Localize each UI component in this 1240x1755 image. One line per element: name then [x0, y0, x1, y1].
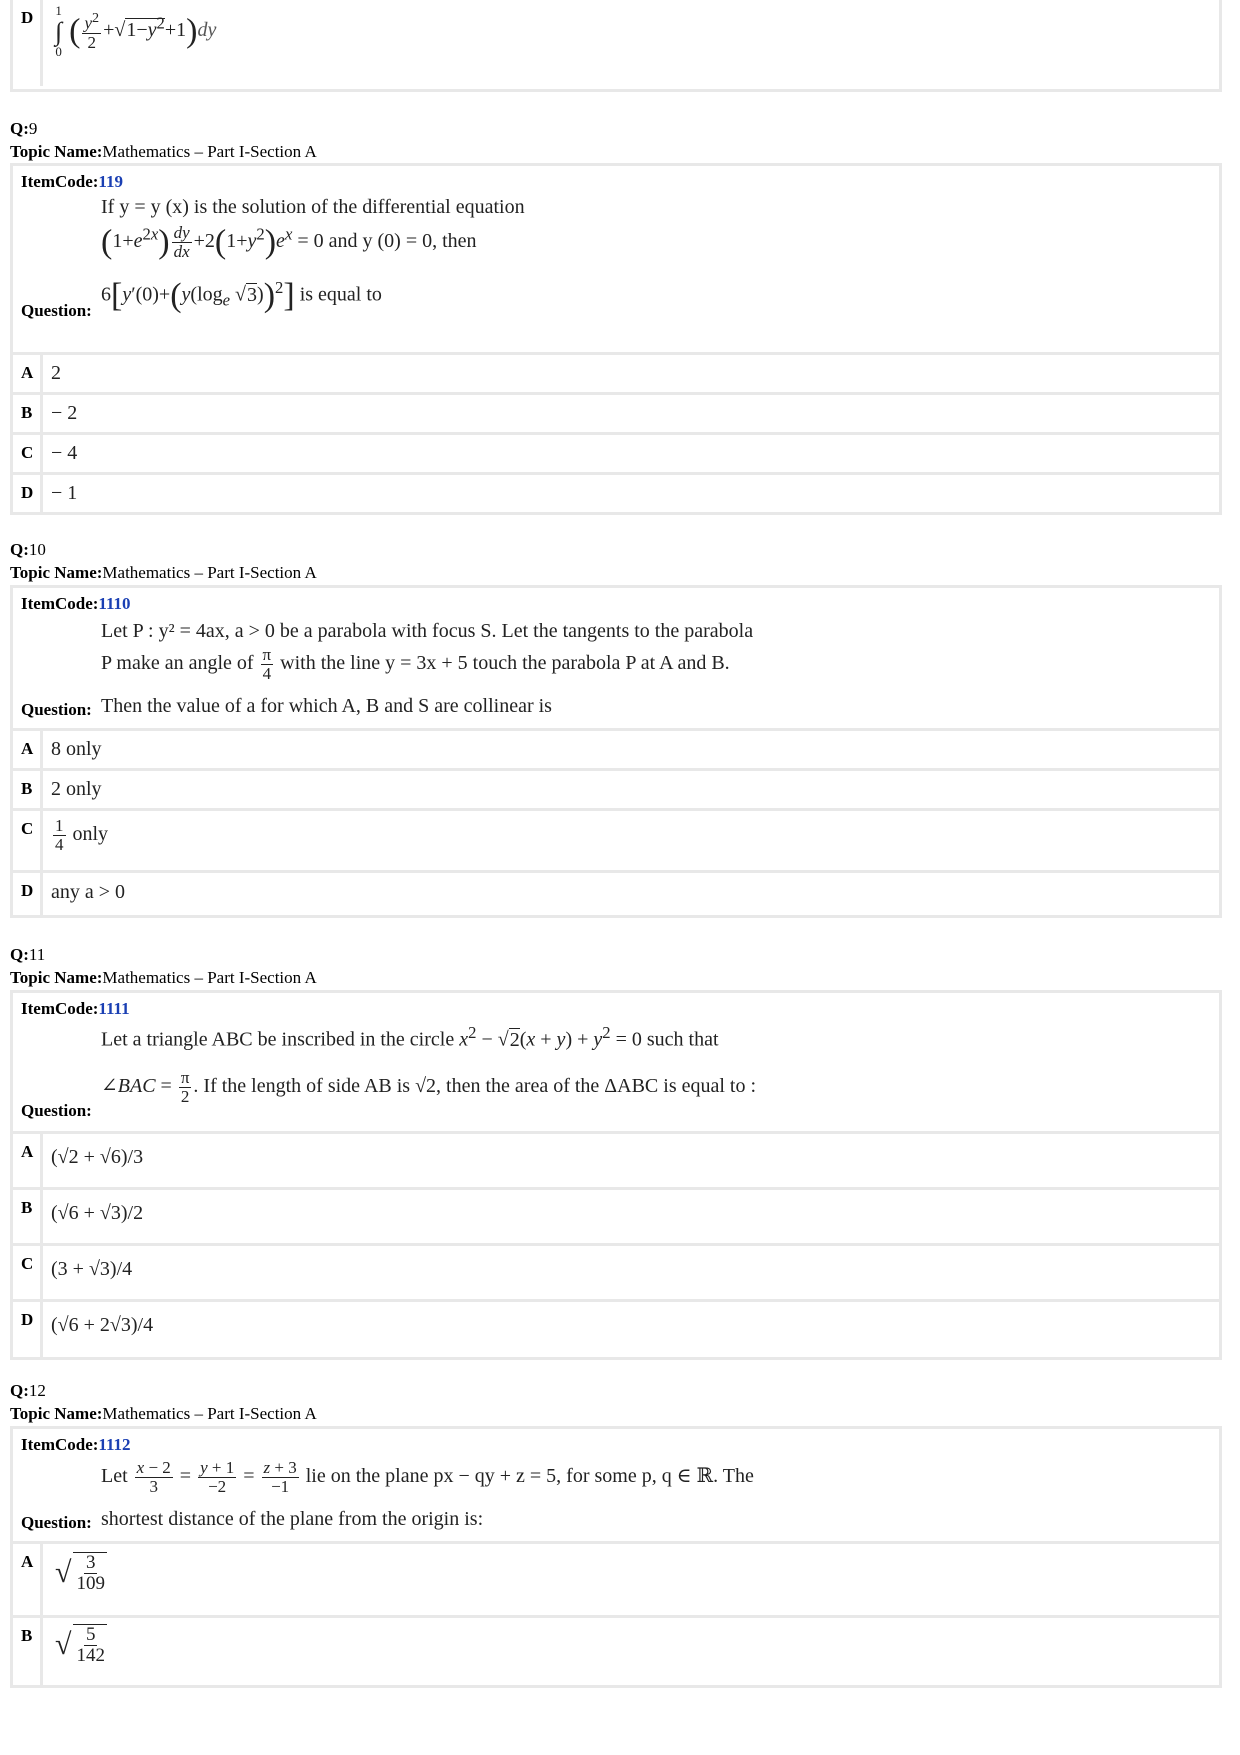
question-card: ItemCode:1110 Let P : y² = 4ax, a > 0 be a parabola with focus S. Let the tangents to the parabola P make an angle of $\frac{\pi}{4}$ with the line y = 3x + 5 touch the parabola P at A and B. Question: Then the value of a for which A, B and S are collinear is A 8 only B 2 only C $\frac{1}{4}$ only D any a > 0 — [10, 585, 1222, 918]
option-row-a[interactable]: A 8 only — [13, 728, 1219, 768]
option-row-b[interactable]: B √ $\frac{5}{142}$ — [13, 1615, 1219, 1685]
option-row-d[interactable]: D any a > 0 — [13, 870, 1219, 915]
item-code-row: ItemCode:119 — [21, 172, 123, 191]
item-code: 1112 — [98, 1435, 131, 1454]
option-row-a[interactable]: A (√2 + √6)/3 — [13, 1131, 1219, 1187]
topic-name: Mathematics – Part I-Section A — [102, 563, 317, 582]
question-header: Q:10 Topic Name:Mathematics – Part I-Section A — [10, 540, 317, 582]
question-card — [10, 163, 1222, 515]
question-text: Let a triangle ABC be inscribed in the circle $x^2 - √2(x + y) + y^2 = 0$ such that ∠BAC = $\frac{\pi}{2}$ . If the length of side AB is √2, then the area of the ΔABC is equal to : — [101, 1023, 757, 1106]
option-row-c[interactable]: C $\frac{1}{4}$ only — [13, 808, 1219, 870]
option-row-c[interactable]: C (3 + √3)/4 — [13, 1243, 1219, 1299]
option-row-a[interactable]: A √ $\frac{3}{109}$ — [13, 1541, 1219, 1615]
item-code: 1111 — [98, 999, 130, 1018]
topic-name: Mathematics – Part I-Section A — [102, 968, 317, 987]
option-row-b[interactable]: B − 2 — [13, 392, 1219, 432]
topic-name: Mathematics – Part I-Section A — [102, 142, 317, 161]
question-card — [10, 990, 1222, 1360]
question-label: Question: — [21, 1101, 92, 1120]
q-label: Q: — [10, 119, 29, 138]
q-number: 12 — [28, 1381, 46, 1400]
q-number: 10 — [28, 540, 46, 559]
option-row-b[interactable]: B (√6 + √3)/2 — [13, 1187, 1219, 1243]
q-number: 9 — [28, 119, 38, 138]
item-code: 119 — [98, 172, 123, 191]
question-header: Q:12 Topic Name:Mathematics – Part I-Section A — [10, 1381, 317, 1423]
option-row-d[interactable]: D − 1 — [13, 472, 1219, 512]
option-row[interactable] — [13, 0, 1219, 86]
question-text: Let P : y² = 4ax, a > 0 be a parabola with focus S. Let the tangents to the parabola P make an angle of $\frac{\pi}{4}$ with the line y = 3x + 5 touch the parabola P at A and B. — [101, 620, 754, 683]
option-value: 1 ∫ 0 ( $\frac{y^2}{2}$ $+√1-y^2+1)dy$ — [55, 3, 217, 59]
option-letter: D — [13, 0, 43, 86]
question-header: Q:11 Topic Name:Mathematics – Part I-Section A — [10, 945, 317, 987]
question-label: Question: — [21, 301, 92, 320]
question-card: ItemCode:1112 Let $\frac{x - 2}{3}$ = $\frac{y + 1}{-2}$ = $\frac{z + 3}{-1}$ lie on the plane px − qy + z = 5, for some p, q ∈ ℝ. The Question: shortest distance of the plane from the origin is: A √ $\frac{3}{109}$ B √ $\frac{5}{142}$ — [10, 1426, 1222, 1688]
item-code-row: ItemCode:1110 — [21, 594, 131, 613]
question-label: Question: — [21, 700, 92, 719]
question-text: Let $\frac{x - 2}{3}$ = $\frac{y + 1}{-2}$ = $\frac{z + 3}{-1}$ lie on the plane px − qy + z = 5, for some p, q ∈ ℝ. The — [101, 1458, 754, 1496]
option-row-c[interactable]: C − 4 — [13, 432, 1219, 472]
topic-label: Topic Name: — [10, 142, 103, 161]
item-code-row: ItemCode:1111 — [21, 999, 130, 1018]
question-label: Question: — [21, 1513, 92, 1532]
option-row-d[interactable]: D (√6 + 2√3)/4 — [13, 1299, 1219, 1357]
q-number: 11 — [28, 945, 46, 964]
option-row-a[interactable]: A 2 — [13, 352, 1219, 392]
integral-limits: 1 ∫ 0 — [55, 3, 63, 59]
q8-option-card — [10, 0, 1222, 92]
question-text: If y = y (x) is the solution of the differential equation $(1+e^{2x})$ $\frac{dy}{dx}$ $+2(1+y^2)e^x = 0$ and y (0) = 0, then $6[y'(0)+(y(\log_e$ √3))$^2$] is equal to — [101, 196, 525, 315]
option-row-b[interactable]: B 2 only — [13, 768, 1219, 808]
item-code-row: ItemCode:1112 — [21, 1435, 131, 1454]
item-code: 1110 — [98, 594, 131, 613]
question-header — [10, 117, 317, 163]
topic-name: Mathematics – Part I-Section A — [102, 1404, 317, 1423]
